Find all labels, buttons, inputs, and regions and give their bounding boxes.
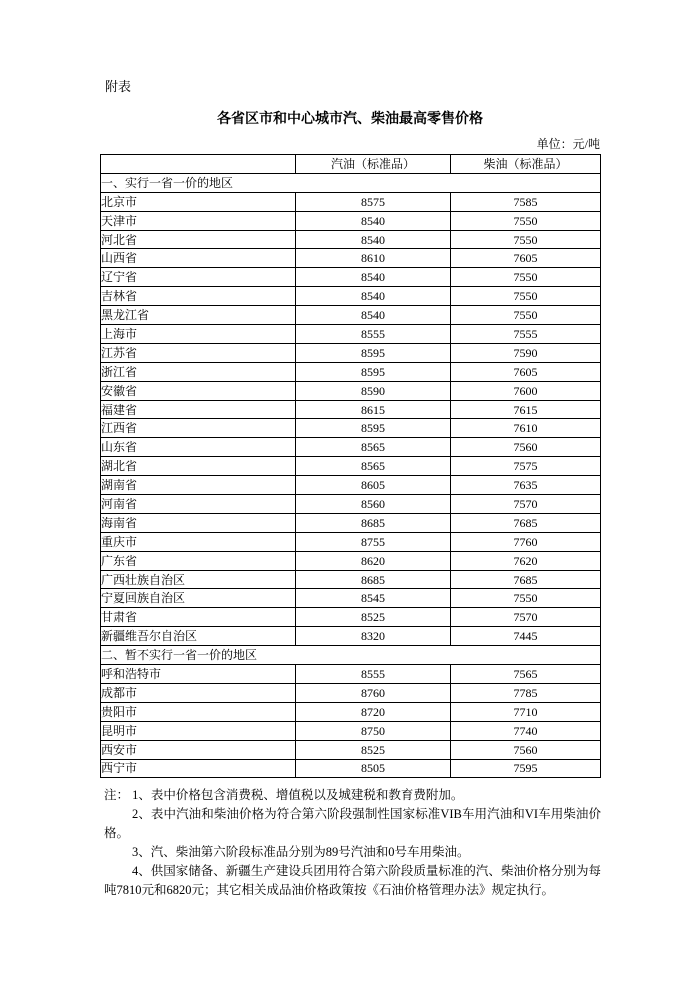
diesel-price-cell: 7590 (451, 343, 601, 362)
region-cell: 北京市 (101, 192, 296, 211)
diesel-price-cell: 7565 (451, 665, 601, 684)
note-line: 3、汽、柴油第六阶段标准品分别为89号汽油和0号车用柴油。 (132, 845, 470, 859)
diesel-price-cell: 7605 (451, 362, 601, 381)
table-row (101, 702, 601, 721)
note-line: 2、表中汽油和柴油价格为符合第六阶段强制性国家标准VIB车用汽油和VI车用柴油价格。 (104, 807, 601, 840)
gasoline-price-cell: 8320 (296, 627, 451, 646)
note-line: 4、供国家储备、新疆生产建设兵团用符合第六阶段质量标准的汽、柴油价格分别为每吨7810元和6820元；其它相关成品油价格政策按《石油价格管理办法》规定执行。 (104, 864, 601, 897)
table-row (101, 362, 601, 381)
table-row (101, 343, 601, 362)
region-cell: 福建省 (101, 400, 296, 419)
diesel-price-cell: 7585 (451, 192, 601, 211)
diesel-price-cell: 7550 (451, 230, 601, 249)
diesel-price-cell: 7615 (451, 400, 601, 419)
region-cell: 吉林省 (101, 287, 296, 306)
appendix-label: 附表 (105, 79, 132, 94)
diesel-price-cell: 7550 (451, 287, 601, 306)
notes-block (104, 786, 601, 900)
region-cell: 浙江省 (101, 362, 296, 381)
section-heading: 二、暂不实行一省一价的地区 (101, 646, 601, 665)
table-row (101, 683, 601, 702)
gasoline-price-cell: 8610 (296, 249, 451, 268)
header-row (101, 155, 601, 174)
table-row (101, 268, 601, 287)
section-heading: 一、实行一省一价的地区 (101, 173, 601, 192)
table-row (101, 627, 601, 646)
region-cell: 呼和浩特市 (101, 665, 296, 684)
table-row (101, 495, 601, 514)
region-cell: 河南省 (101, 495, 296, 514)
gasoline-price-cell: 8605 (296, 476, 451, 495)
diesel-price-cell: 7570 (451, 495, 601, 514)
table-header (101, 155, 601, 174)
gasoline-price-cell: 8540 (296, 306, 451, 325)
region-cell: 甘肃省 (101, 608, 296, 627)
table-row (101, 211, 601, 230)
region-cell: 山西省 (101, 249, 296, 268)
region-cell: 成都市 (101, 683, 296, 702)
gasoline-price-cell: 8595 (296, 419, 451, 438)
gasoline-price-cell: 8555 (296, 325, 451, 344)
region-cell: 湖北省 (101, 457, 296, 476)
diesel-price-cell: 7595 (451, 759, 601, 778)
diesel-price-cell: 7560 (451, 740, 601, 759)
gasoline-price-cell: 8620 (296, 551, 451, 570)
table-row (101, 457, 601, 476)
gasoline-price-cell: 8750 (296, 721, 451, 740)
region-cell: 辽宁省 (101, 268, 296, 287)
table-row (101, 589, 601, 608)
diesel-price-cell: 7785 (451, 683, 601, 702)
gasoline-price-cell: 8595 (296, 343, 451, 362)
diesel-price-cell: 7550 (451, 211, 601, 230)
diesel-price-cell: 7560 (451, 438, 601, 457)
diesel-price-cell: 7555 (451, 325, 601, 344)
table-row (101, 287, 601, 306)
gasoline-price-cell: 8540 (296, 287, 451, 306)
gasoline-price-cell: 8565 (296, 457, 451, 476)
table-body (101, 173, 601, 778)
gasoline-price-cell: 8595 (296, 362, 451, 381)
table-row (101, 381, 601, 400)
price-table (100, 154, 601, 778)
table-row (101, 325, 601, 344)
gasoline-price-cell: 8555 (296, 665, 451, 684)
region-cell: 安徽省 (101, 381, 296, 400)
diesel-price-cell: 7610 (451, 419, 601, 438)
diesel-price-cell: 7445 (451, 627, 601, 646)
table-row (101, 532, 601, 551)
diesel-price-cell: 7635 (451, 476, 601, 495)
table-row (101, 192, 601, 211)
region-cell: 江西省 (101, 419, 296, 438)
header-region-cell (101, 155, 296, 174)
diesel-price-cell: 7550 (451, 589, 601, 608)
region-cell: 天津市 (101, 211, 296, 230)
table-row (101, 721, 601, 740)
table-row (101, 419, 601, 438)
region-cell: 西安市 (101, 740, 296, 759)
table-row (101, 740, 601, 759)
gasoline-price-cell: 8685 (296, 570, 451, 589)
diesel-price-cell: 7620 (451, 551, 601, 570)
gasoline-price-cell: 8525 (296, 740, 451, 759)
region-cell: 贵阳市 (101, 702, 296, 721)
gasoline-price-cell: 8525 (296, 608, 451, 627)
diesel-price-cell: 7740 (451, 721, 601, 740)
table-row (101, 513, 601, 532)
table-row (101, 759, 601, 778)
table-row (101, 230, 601, 249)
gasoline-price-cell: 8545 (296, 589, 451, 608)
table-row (101, 306, 601, 325)
diesel-price-cell: 7760 (451, 532, 601, 551)
table-row (101, 665, 601, 684)
gasoline-price-cell: 8720 (296, 702, 451, 721)
diesel-price-cell: 7605 (451, 249, 601, 268)
region-cell: 河北省 (101, 230, 296, 249)
diesel-price-cell: 7550 (451, 268, 601, 287)
gasoline-price-cell: 8540 (296, 230, 451, 249)
gasoline-price-cell: 8685 (296, 513, 451, 532)
table-row (101, 476, 601, 495)
table-row (101, 551, 601, 570)
region-cell: 宁夏回族自治区 (101, 589, 296, 608)
region-cell: 广西壮族自治区 (101, 570, 296, 589)
gasoline-price-cell: 8755 (296, 532, 451, 551)
gasoline-price-cell: 8540 (296, 268, 451, 287)
gasoline-price-cell: 8590 (296, 381, 451, 400)
gasoline-price-cell: 8565 (296, 438, 451, 457)
table-row (101, 570, 601, 589)
gasoline-price-cell: 8505 (296, 759, 451, 778)
table-row (101, 608, 601, 627)
region-cell: 广东省 (101, 551, 296, 570)
region-cell: 湖南省 (101, 476, 296, 495)
section-row (101, 173, 601, 192)
gasoline-price-cell: 8540 (296, 211, 451, 230)
region-cell: 西宁市 (101, 759, 296, 778)
table-row (101, 249, 601, 268)
gasoline-price-cell: 8560 (296, 495, 451, 514)
unit-label: 单位：元/吨 (536, 137, 600, 151)
header-diesel-cell: 柴油（标准品） (451, 155, 601, 174)
note-line: 注： 1、表中价格包含消费税、增值税以及城建税和教育费附加。 (104, 788, 464, 802)
diesel-price-cell: 7550 (451, 306, 601, 325)
region-cell: 重庆市 (101, 532, 296, 551)
diesel-price-cell: 7575 (451, 457, 601, 476)
region-cell: 江苏省 (101, 343, 296, 362)
region-cell: 新疆维吾尔自治区 (101, 627, 296, 646)
diesel-price-cell: 7710 (451, 702, 601, 721)
page-title: 各省区市和中心城市汽、柴油最高零售价格 (217, 112, 483, 127)
diesel-price-cell: 7685 (451, 570, 601, 589)
gasoline-price-cell: 8575 (296, 192, 451, 211)
diesel-price-cell: 7600 (451, 381, 601, 400)
gasoline-price-cell: 8760 (296, 683, 451, 702)
diesel-price-cell: 7685 (451, 513, 601, 532)
table-row (101, 438, 601, 457)
region-cell: 黑龙江省 (101, 306, 296, 325)
region-cell: 上海市 (101, 325, 296, 344)
table-row (101, 400, 601, 419)
region-cell: 山东省 (101, 438, 296, 457)
section-row (101, 646, 601, 665)
header-gasoline-cell: 汽油（标准品） (296, 155, 451, 174)
region-cell: 海南省 (101, 513, 296, 532)
diesel-price-cell: 7570 (451, 608, 601, 627)
region-cell: 昆明市 (101, 721, 296, 740)
gasoline-price-cell: 8615 (296, 400, 451, 419)
